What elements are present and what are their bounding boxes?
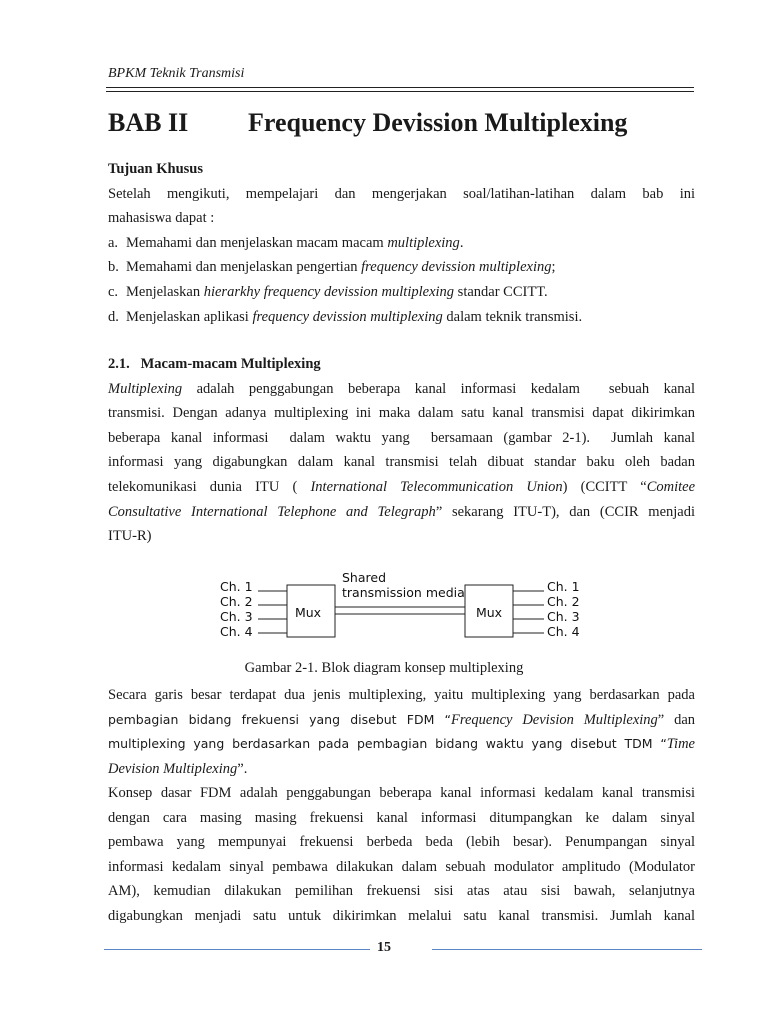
header-rule-thin [106,91,694,92]
paragraph-line: pembagian bidang frekuensi yang disebut FDM “Frequency Devision Multiplexing” dan [108,711,696,728]
objectives-intro-line: Setelah mengikuti, mempelajari dan mengerjakan soal/latihan-latihan dalam bab ini [108,185,695,202]
page-number: 15 [377,940,391,955]
left-channel-label: Ch. 3 [220,609,253,624]
left-channel-label: Ch. 1 [220,579,253,594]
paragraph-line: pembawa yang mempunyai frekuensi berbeda beda (lebih besar). Penumpangan sinyal [108,834,695,851]
paragraph-line: informasi yang digabungkan dalam kanal transmisi telah dibuat standar baku oleh badan [108,454,695,471]
right-channel-label: Ch. 2 [547,594,580,609]
paragraph-line: digabungkan menjadi satu untuk dikirimkan melalui satu kanal transmisi. Jumlah kanal [108,907,695,924]
footer-rule-right [432,949,702,950]
objectives-block [108,157,695,329]
paragraph-line: transmisi. Dengan adanya multiplexing ini maka dalam satu kanal transmisi dapat dikirimkan [108,405,695,422]
paragraph-line: Consultative International Telephone and Telegraph” sekarang ITU-T), dan (CCIR menjadi [108,503,695,520]
objective-item: d. Menjelaskan aplikasi frequency devission multiplexing dalam teknik transmisi. [108,308,583,325]
objectives-heading: Tujuan Khusus [108,161,203,177]
fdm-tdm-paragraph [108,683,695,781]
paragraph-line: ITU-R) [108,528,152,545]
paragraph-line: informasi kedalam sinyal pembawa dilakukan dalam sebuah modulator amplitudo (Modulator [108,858,695,875]
shared-media-label: transmission media [342,585,465,600]
paragraph-line: telekomunikasi dunia ITU ( International Telecommunication Union) (CCITT “Comitee [108,478,696,495]
left-channel-label: Ch. 4 [220,624,253,639]
paragraph-line: Konsep dasar FDM adalah penggabungan beberapa kanal informasi kedalam kanal transmisi [108,785,695,801]
chapter-name: Frequency Devission Multiplexing [248,108,628,137]
objectives-intro-line: mahasiswa dapat : [108,210,215,227]
right-channel-label: Ch. 1 [547,579,580,594]
multiplexing-block-diagram [0,567,768,647]
right-channel-label: Ch. 3 [547,609,580,624]
running-header: BPKM Teknik Transmisi [108,66,245,81]
figure-caption: Gambar 2-1. Blok diagram konsep multiplexing [244,660,524,676]
left-channel-label: Ch. 2 [220,594,253,609]
objective-item: b. Memahami dan menjelaskan pengertian frequency devission multiplexing; [108,259,556,276]
chapter-number: BAB II [108,108,189,137]
objective-item: c. Menjelaskan hierarkhy frequency devission multiplexing standar CCITT. [108,283,548,300]
paragraph-line: multiplexing yang berdasarkan pada pembagian bidang waktu yang disebut TDM “Time [108,736,695,753]
section-heading: 2.1. Macam-macam Multiplexing [108,356,321,372]
fdm-concept-paragraph [108,781,695,929]
chapter-title [108,108,627,138]
section-2-1 [108,352,695,549]
objective-item: a. Memahami dan menjelaskan macam macam multiplexing. [108,234,464,251]
header-rule [106,87,694,88]
right-channel-label: Ch. 4 [547,624,580,639]
paragraph-line: Multiplexing adalah penggabungan beberapa kanal informasi kedalam sebuah kanal [108,380,695,397]
paragraph-line: dengan cara masing masing frekuensi kanal informasi ditumpangkan ke dalam sinyal [108,809,695,826]
paragraph-line: AM), kemudian dilakukan pemilihan frekuensi sisi atas atau sisi bawah, selanjutnya [108,883,695,900]
shared-media-label: Shared [342,570,387,585]
paragraph-line: Secara garis besar terdapat dua jenis multiplexing, yaitu multiplexing yang berdasarkan pada [108,687,695,703]
mux-label-right: Mux [475,605,503,620]
mux-label-left: Mux [294,605,322,620]
paragraph-line: Devision Multiplexing”. [108,760,248,777]
paragraph-line: beberapa kanal informasi dalam waktu yang bersamaan (gambar 2-1). Jumlah kanal [108,429,695,446]
